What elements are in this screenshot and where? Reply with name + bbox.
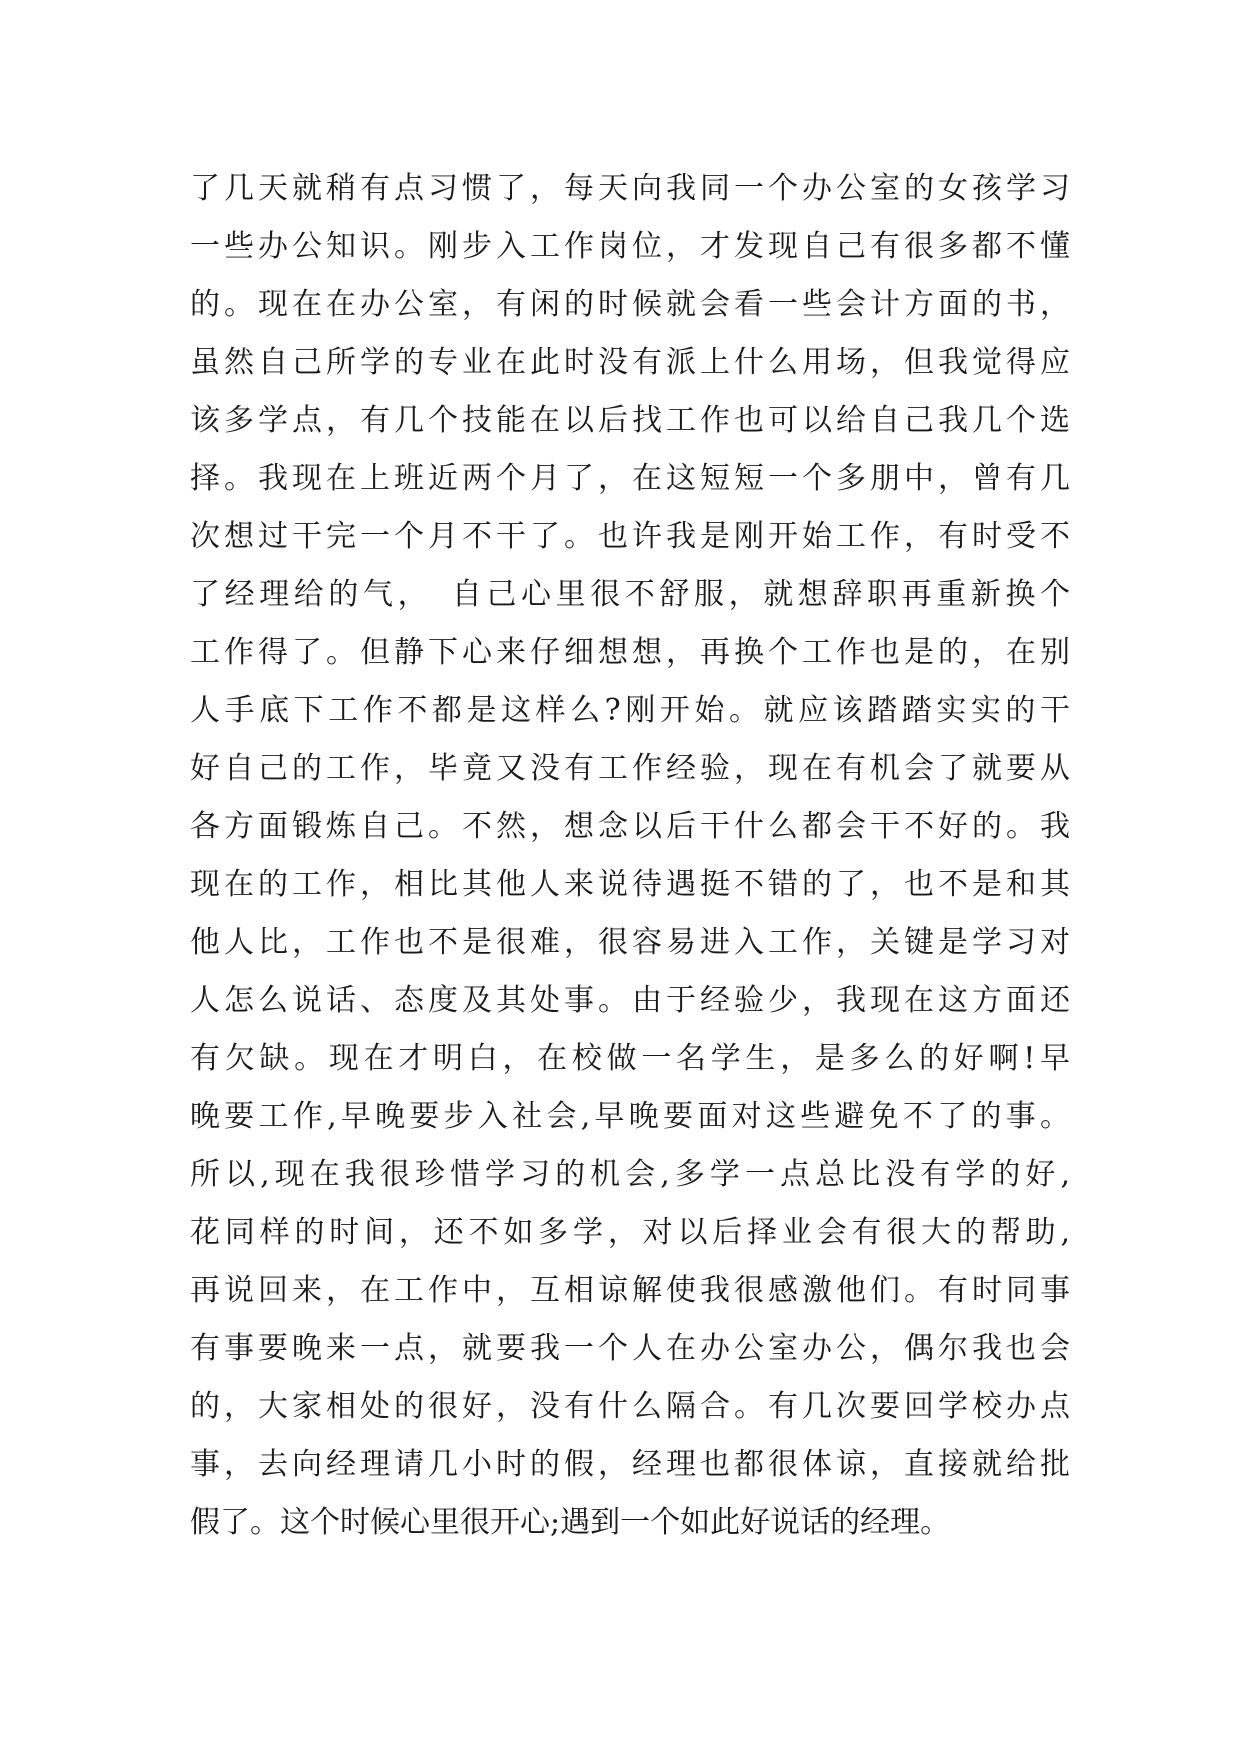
text-line: 假了。这个时候心里很开心;遇到一个如此好说话的经理。 [190,1505,951,1540]
text-line: 事，去向经理请几小时的假，经理也都很体谅，直接就给批 [190,1447,1070,1482]
text-line: 晚要工作,早晚要步入社会,早晚要面对这些避免不了的事。 [190,1099,1070,1134]
text-line: 他人比，工作也不是很难，很容易进入工作，关键是学习对 [190,925,1070,960]
text-line: 所以,现在我很珍惜学习的机会,多学一点总比没有学的好, [190,1157,1070,1192]
text-line: 择。我现在上班近两个月了，在这短短一个多朋中，曾有几 [190,461,1070,496]
text-line: 现在的工作，相比其他人来说待遇挺不错的了，也不是和其 [190,867,1070,902]
text-line: 有欠缺。现在才明白，在校做一名学生，是多么的好啊!早 [190,1041,1070,1076]
text-line: 工作得了。但静下心来仔细想想，再换个工作也是的，在别 [190,635,1070,670]
text-line: 人怎么说话、态度及其处事。由于经验少，我现在这方面还 [190,983,1070,1018]
text-line: 花同样的时间，还不如多学，对以后择业会有很大的帮助, [190,1215,1070,1250]
text-line: 人手底下工作不都是这样么?刚开始。就应该踏踏实实的干 [190,693,1070,728]
text-line: 了经理给的气， 自己心里很不舒服，就想辞职再重新换个 [190,577,1070,612]
text-line: 虽然自己所学的专业在此时没有派上什么用场，但我觉得应 [190,345,1070,380]
text-line: 有事要晚来一点，就要我一个人在办公室办公，偶尔我也会 [190,1331,1070,1366]
text-line: 的，大家相处的很好，没有什么隔合。有几次要回学校办点 [190,1389,1070,1424]
text-line: 再说回来，在工作中，互相谅解使我很感激他们。有时同事 [190,1273,1070,1308]
text-line: 该多学点，有几个技能在以后找工作也可以给自己我几个选 [190,403,1070,438]
text-line: 次想过干完一个月不干了。也许我是刚开始工作，有时受不 [190,519,1070,554]
body-text [190,160,1070,1552]
text-line: 好自己的工作，毕竟又没有工作经验，现在有机会了就要从 [190,751,1070,786]
text-line: 一些办公知识。刚步入工作岗位，才发现自己有很多都不懂 [190,229,1070,264]
text-line: 的。现在在办公室，有闲的时候就会看一些会计方面的书， [190,287,1070,322]
text-line: 了几天就稍有点习惯了，每天向我同一个办公室的女孩学习 [190,171,1070,206]
text-line: 各方面锻炼自己。不然，想念以后干什么都会干不好的。我 [190,809,1070,844]
